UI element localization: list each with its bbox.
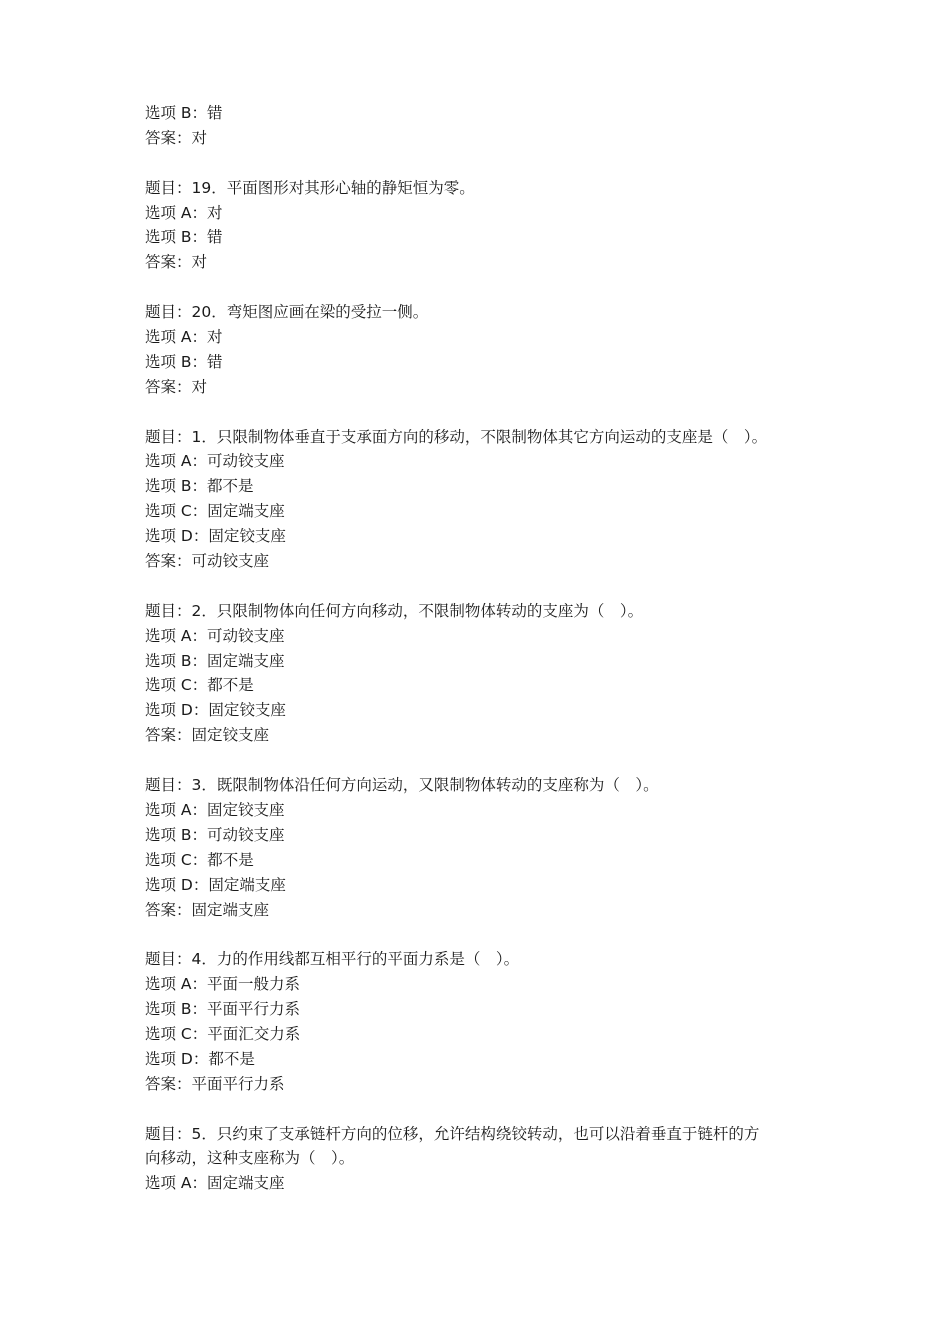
option-line: 选项 A：固定端支座 xyxy=(145,1174,285,1193)
option-line: 选项 A：可动铰支座 xyxy=(145,626,285,645)
option-line: 选项 D：固定端支座 xyxy=(145,875,286,894)
block-gap xyxy=(145,275,825,300)
question-line: 题目：3．既限制物体沿任何方向运动，又限制物体转动的支座称为（ ）。 xyxy=(145,776,659,795)
question-line: 题目：4．力的作用线都互相平行的平面力系是（ ）。 xyxy=(145,950,520,969)
question-block xyxy=(145,947,825,1096)
question-line: 题目：1．只限制物体垂直于支承面方向的移动，不限制物体其它方向运动的支座是（ ）。 xyxy=(145,427,768,446)
option-line: 选项 B：错 xyxy=(145,104,223,122)
answer-line: 答案：对 xyxy=(145,128,208,147)
option-line: 选项 B：可动铰支座 xyxy=(145,825,285,844)
question-line: 题目：5．只约束了支承链杆方向的位移，允许结构绕铰转动，也可以沿着垂直于链杆的方 xyxy=(145,1124,760,1143)
question-block xyxy=(145,425,825,574)
question-block xyxy=(145,176,825,276)
option-line: 选项 B：错 xyxy=(145,228,223,247)
question-line: 题目：20．弯矩图应画在梁的受拉一侧。 xyxy=(145,303,429,322)
block-gap xyxy=(145,748,825,773)
option-line: 选项 A：可动铰支座 xyxy=(145,452,285,471)
block-gap xyxy=(145,922,825,947)
option-line: 选项 A：平面一般力系 xyxy=(145,975,301,994)
question-block xyxy=(145,1122,825,1197)
option-line: 选项 A：对 xyxy=(145,328,223,347)
block-gap xyxy=(145,151,825,176)
option-line: 选项 C：固定端支座 xyxy=(145,502,285,521)
option-line: 选项 A：固定铰支座 xyxy=(145,800,285,819)
option-line: 选项 B：错 xyxy=(145,352,223,371)
answer-line: 答案：固定端支座 xyxy=(145,900,270,919)
option-line: 选项 D：都不是 xyxy=(145,1049,255,1068)
block-gap xyxy=(145,574,825,599)
question-line-continued: 向移动，这种支座称为（ ）。 xyxy=(145,1149,355,1168)
option-line: 选项 B：平面平行力系 xyxy=(145,1000,301,1019)
option-line: 选项 A：对 xyxy=(145,203,223,222)
option-line: 选项 C：都不是 xyxy=(145,850,254,869)
block-gap xyxy=(145,1097,825,1122)
answer-line: 答案：平面平行力系 xyxy=(145,1074,285,1093)
question-block xyxy=(145,773,825,922)
block-gap xyxy=(145,400,825,425)
document-body xyxy=(145,101,825,1196)
option-line: 选项 D：固定铰支座 xyxy=(145,701,286,720)
answer-line: 答案：对 xyxy=(145,253,208,272)
question-line: 题目：2．只限制物体向任何方向移动，不限制物体转动的支座为（ ）。 xyxy=(145,601,644,620)
question-block xyxy=(145,300,825,400)
question-block xyxy=(145,599,825,748)
answer-line: 答案：可动铰支座 xyxy=(145,552,270,571)
option-line: 选项 C：平面汇交力系 xyxy=(145,1024,301,1043)
answer-line: 答案：固定铰支座 xyxy=(145,726,270,745)
question-line: 题目：19．平面图形对其形心轴的静矩恒为零。 xyxy=(145,178,475,197)
option-line: 选项 D：固定铰支座 xyxy=(145,527,286,546)
question-block xyxy=(145,101,825,151)
option-line: 选项 B：都不是 xyxy=(145,477,254,496)
option-line: 选项 C：都不是 xyxy=(145,676,254,695)
option-line: 选项 B：固定端支座 xyxy=(145,651,285,670)
answer-line: 答案：对 xyxy=(145,377,208,396)
